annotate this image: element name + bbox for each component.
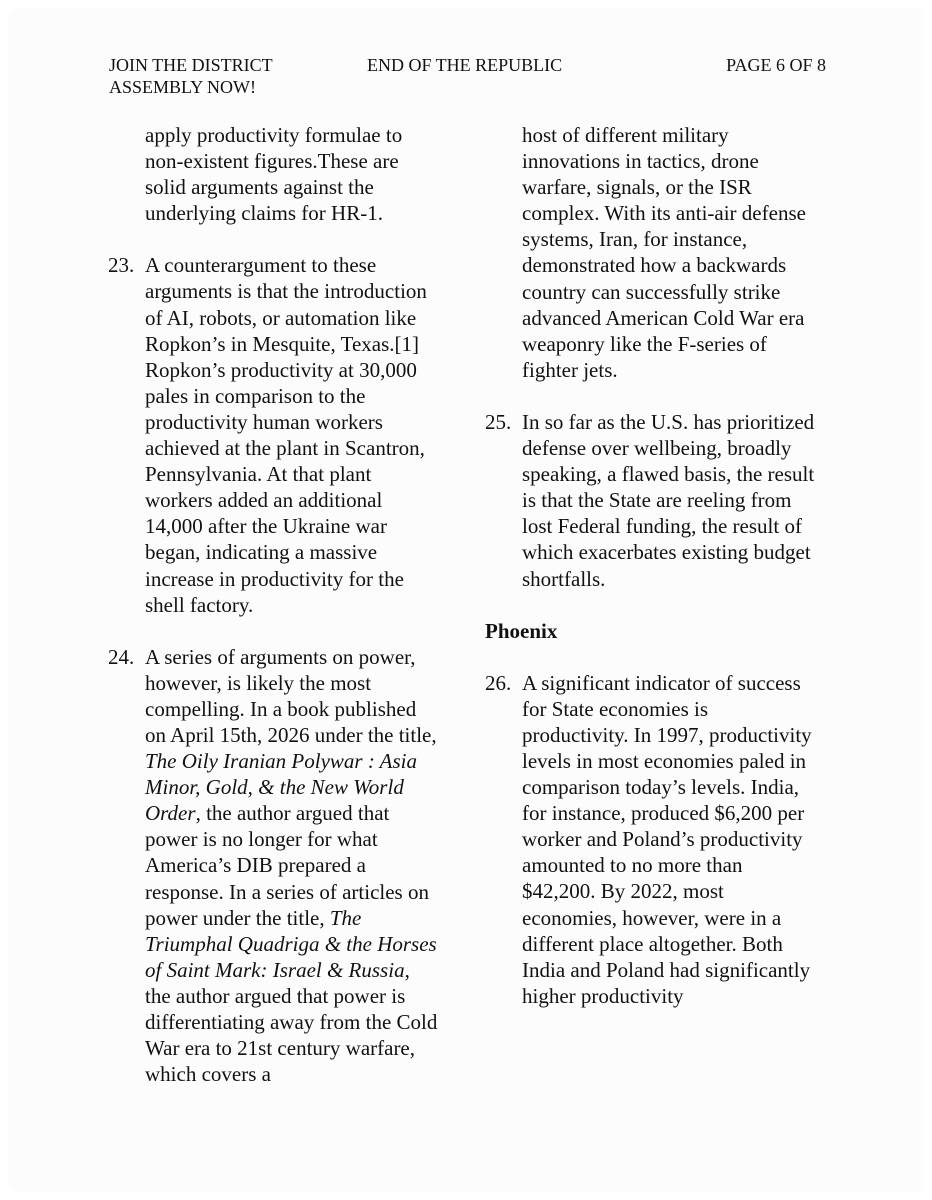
item-number: 26.: [485, 670, 512, 695]
header-title: END OF THE REPUBLIC: [367, 55, 563, 75]
page-number: PAGE 6 OF 8: [726, 55, 826, 75]
item-number: 24.: [108, 644, 135, 669]
text-segment: A series of arguments on power, however, is likely the most compelling. In a book published on April 15th, 2026 under the title,: [145, 644, 437, 747]
continuation-paragraph: apply productivity formulae to non-existent figures.These are solid arguments against the underlying claims for HR-1.: [145, 123, 403, 226]
right-column: [485, 122, 815, 1009]
item-number: 23.: [108, 253, 135, 278]
list-item-24: [108, 644, 438, 1088]
section-heading: Phoenix: [485, 618, 558, 643]
text-segment: , the author argued that power is differentiating away from the Cold War era to 21st century warfare, which covers a: [145, 957, 438, 1087]
left-column: [108, 122, 438, 1087]
article-title: The Triumphal Quadriga & the Horses of Saint Mark: Israel & Russia: [145, 905, 437, 982]
continuation-paragraph: host of different military innovations in tactics, drone warfare, signals, or the ISR complex. With its anti-air defense systems, Iran, for instance, demonstrated how a backwards country can successfully strike advanced American Cold War era weaponry like the F-series of fighter jets.: [522, 123, 806, 382]
item-text: A counterargument to these arguments is that the introduction of AI, robots, or automation like Ropkon’s in Mesquite, Texas.[1] Ropkon’s productivity at 30,000 pales in comparison to the productivity human workers achieved at the plant in Scantron, Pennsylvania. At that plant workers added an additional 14,000 after the Ukraine war began, indicating a massive increase in productivity for the shell factory.: [145, 253, 427, 617]
item-text: [145, 644, 438, 1088]
list-item-26: [485, 670, 815, 1009]
item-text: In so far as the U.S. has prioritized defense over wellbeing, broadly speaking, a flawed basis, the result is that the State are reeling from lost Federal funding, the result of which exacerbates existing budget shortfalls.: [522, 409, 815, 591]
item-text: A significant indicator of success for State economies is productivity. In 1997, productivity levels in most economies paled in comparison today’s levels. India, for instance, produced $6,200 per worker and Poland’s productivity amounted to no more than $42,200. By 2022, most economies, however, were in a different place altogether. Both India and Poland had significantly higher productivity: [522, 670, 812, 1008]
book-title: The Oily Iranian Polywar : Asia Minor, Gold, & the New World Order: [145, 749, 418, 826]
list-item-23: [108, 252, 438, 617]
item-number: 25.: [485, 409, 512, 434]
text-segment: , the author argued that power is no longer for what America’s DIB prepared a response. In a series of articles on power under the title,: [145, 801, 429, 930]
list-item-25: [485, 409, 815, 592]
header-left: JOIN THE DISTRICT ASSEMBLY NOW!: [109, 55, 273, 97]
